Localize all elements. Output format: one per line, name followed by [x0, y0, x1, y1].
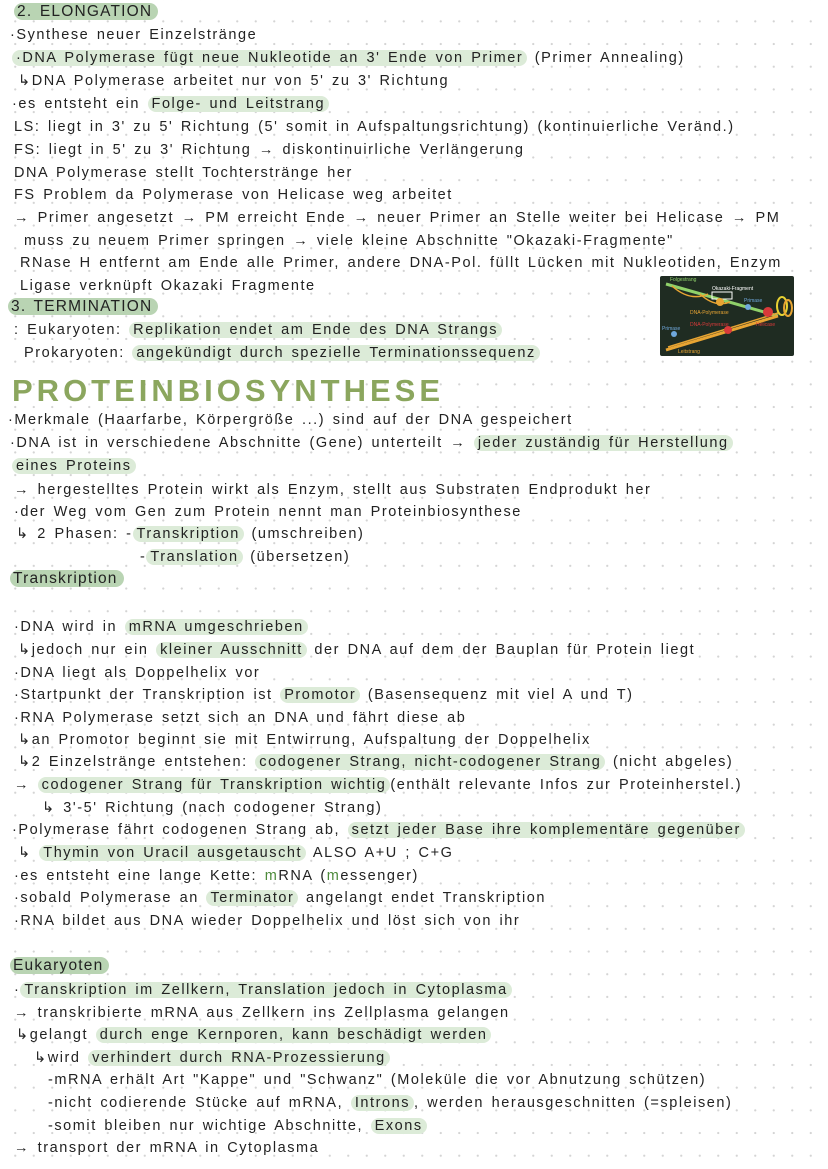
page-title: [12, 374, 444, 408]
note-line: [20, 253, 782, 273]
highlighted-text: codogener Strang für Transkription wichtig: [38, 777, 391, 793]
note-line: [48, 1070, 706, 1090]
note-text: ·Synthese neuer Einzelstränge: [10, 27, 258, 43]
note-text: ·DNA ist in verschiedene Abschnitte (Gene) unterteilt →: [10, 435, 474, 451]
note-text: 2. ELONGATION: [14, 3, 158, 20]
note-text: ·es entsteht ein: [12, 96, 148, 112]
note-text: ·DNA liegt als Doppelhelix vor: [14, 665, 261, 681]
note-text: Eukaryoten: [10, 957, 109, 974]
highlighted-text: codogener Strang, nicht-codogener Strang: [255, 754, 605, 770]
note-text: : Eukaryoten:: [14, 322, 130, 338]
note-line: [42, 798, 382, 818]
note-text: (enthält relevante Infos zur Proteinherstel.): [390, 777, 743, 793]
note-text: -nicht codierende Stücke auf mRNA,: [48, 1095, 351, 1111]
note-text: ↳wird: [34, 1050, 89, 1066]
note-line: [14, 617, 308, 637]
note-line: [14, 140, 524, 160]
note-line: [16, 1025, 491, 1045]
note-line: [14, 208, 780, 228]
note-line: [16, 524, 364, 544]
note-text: ↳ 3'-5' Richtung (nach codogener Strang): [42, 800, 383, 816]
highlighted-text: verhindert durch RNA-Prozessierung: [88, 1050, 390, 1066]
note-text: ·sobald Polymerase an: [14, 890, 207, 906]
note-line: [48, 1116, 427, 1136]
diagram-label: Folgestrang: [670, 277, 697, 283]
note-text: essenger): [340, 868, 419, 884]
highlighted-text: jeder zuständig für Herstellung: [474, 435, 733, 451]
note-text: ·RNA Polymerase setzt sich an DNA und fährt diese ab: [14, 710, 467, 726]
note-text: ·der Weg vom Gen zum Protein nennt man Proteinbiosynthese: [14, 504, 522, 520]
note-line: [14, 185, 453, 205]
note-text: Prokaryoten:: [24, 345, 133, 361]
note-text: → Primer angesetzt → PM erreicht Ende → neuer Primer an Stelle weiter bei Helicase → PM: [14, 210, 781, 226]
note-line: [12, 820, 745, 840]
note-line: [18, 752, 733, 772]
note-text: ·es entsteht eine lange Kette:: [14, 868, 265, 884]
note-line: [140, 547, 350, 567]
note-line: [14, 866, 419, 886]
note-line: [14, 502, 522, 522]
note-text: PROTEINBIOSYNTHESE: [12, 373, 444, 408]
note-text: Ligase verknüpft Okazaki Fragmente: [20, 278, 316, 294]
note-text: -: [140, 549, 147, 565]
note-line: [48, 1093, 732, 1113]
highlighted-text: Replikation endet am Ende des DNA Strangs: [129, 322, 502, 338]
highlighted-text: ·DNA Polymerase fügt neue Nukleotide an 3' Ende von Primer: [12, 50, 527, 66]
section-heading: [14, 2, 158, 22]
highlighted-text: mRNA umgeschrieben: [125, 619, 308, 635]
note-text: angelangt endet Transkription: [298, 890, 547, 906]
section-heading: [10, 956, 109, 976]
note-text: FS Problem da Polymerase von Helicase weg arbeitet: [14, 187, 453, 203]
note-line: [8, 410, 573, 430]
highlighted-text: setzt jeder Base ihre komplementäre gegenüber: [348, 822, 745, 838]
note-text: ↳ 2 Phasen: -: [16, 526, 133, 542]
note-text: m: [264, 868, 279, 884]
note-text: (umschreiben): [243, 526, 365, 542]
dna-replication-diagram: [660, 276, 794, 356]
note-line: [14, 320, 502, 340]
note-line: [14, 1138, 319, 1158]
note-text: muss zu neuem Primer springen → viele kleine Abschnitte "Okazaki-Fragmente": [24, 233, 674, 249]
highlighted-text: Exons: [371, 1118, 427, 1134]
note-text: ·Startpunkt der Transkription ist: [14, 687, 281, 703]
note-text: ↳DNA Polymerase arbeitet nur von 5' zu 3' Richtung: [18, 73, 450, 89]
note-line: [14, 663, 260, 683]
note-line: [12, 48, 685, 68]
note-text: m: [326, 868, 341, 884]
note-text: ↳an Promotor beginnt sie mit Entwirrung, Aufspaltung der Doppelhelix: [18, 732, 591, 748]
highlighted-text: Transkription im Zellkern, Translation jedoch in Cytoplasma: [20, 982, 511, 998]
highlighted-text: durch enge Kernporen, kann beschädigt werden: [96, 1027, 492, 1043]
highlighted-text: eines Proteins: [12, 458, 136, 474]
note-text: ·Merkmale (Haarfarbe, Körpergröße ...) sind auf der DNA gespeichert: [8, 412, 573, 428]
note-line: [18, 730, 591, 750]
note-text: -somit bleiben nur wichtige Abschnitte,: [48, 1118, 371, 1134]
highlighted-text: angekündigt durch spezielle Terminationssequenz: [132, 345, 539, 361]
diagram-label: Leitstrang: [678, 349, 700, 355]
note-text: ALSO A+U ; C+G: [306, 845, 454, 861]
note-line: [14, 685, 634, 705]
diagram-label: Primase: [662, 326, 681, 332]
note-line: [24, 343, 540, 363]
note-line: [18, 640, 695, 660]
note-text: → transport der mRNA in Cytoplasma: [14, 1140, 320, 1156]
note-text: ↳2 Einzelstränge entstehen:: [18, 754, 256, 770]
note-line: [18, 71, 449, 91]
diagram-label: DNA-Polymerase: [690, 310, 729, 316]
note-text: RNA (: [278, 868, 327, 884]
note-text: 3. TERMINATION: [8, 298, 158, 315]
highlighted-text: Transkription: [133, 526, 244, 542]
note-text: FS: liegt in 5' zu 3' Richtung → diskontinuirliche Verlängerung: [14, 142, 525, 158]
note-line: [14, 163, 353, 183]
note-line: [18, 843, 453, 863]
note-line: [14, 980, 512, 1000]
diagram-label: Okazaki-Fragment: [712, 286, 754, 292]
note-text: ↳jedoch nur ein: [18, 642, 157, 658]
note-line: [20, 276, 316, 296]
note-text: Transkription: [10, 570, 124, 587]
note-text: (übersetzen): [242, 549, 351, 565]
note-text: (Basensequenz mit viel A und T): [360, 687, 634, 703]
note-line: [14, 911, 520, 931]
diagram-label: DNA-Polymerase: [690, 322, 729, 328]
note-text: RNase H entfernt am Ende alle Primer, andere DNA-Pol. füllt Lücken mit Nukleotiden, Enzym: [20, 255, 782, 271]
note-text: → hergestelltes Protein wirkt als Enzym, stellt aus Substraten Endprodukt her: [14, 482, 652, 498]
note-text: der DNA auf dem der Bauplan für Protein liegt: [306, 642, 696, 658]
note-text: LS: liegt in 3' zu 5' Richtung (5' somit in Aufspaltungsrichtung) (kontinuierliche Veränd.): [14, 119, 735, 135]
highlighted-text: Introns: [351, 1095, 414, 1111]
note-text: ·Polymerase fährt codogenen Strang ab,: [12, 822, 348, 838]
note-text: ↳gelangt: [16, 1027, 96, 1043]
note-line: [12, 456, 136, 476]
note-text: → transkribierte mRNA aus Zellkern ins Zellplasma gelangen: [14, 1005, 510, 1021]
highlighted-text: Promotor: [280, 687, 360, 703]
note-text: DNA Polymerase stellt Tochterstränge her: [14, 165, 353, 181]
note-line: [14, 888, 546, 908]
highlighted-text: Thymin von Uracil ausgetauscht: [39, 845, 306, 861]
note-line: [14, 1003, 510, 1023]
diagram-label: Primase: [744, 298, 763, 304]
note-line: [14, 775, 742, 795]
highlighted-text: kleiner Ausschnitt: [156, 642, 307, 658]
note-line: [10, 25, 257, 45]
section-heading: [10, 569, 124, 589]
note-line: [14, 117, 735, 137]
highlighted-text: Terminator: [206, 890, 298, 906]
note-text: -mRNA erhält Art "Kappe" und "Schwanz" (Moleküle die vor Abnutzung schützen): [48, 1072, 707, 1088]
note-text: ·DNA wird in: [14, 619, 125, 635]
note-text: ·RNA bildet aus DNA wieder Doppelhelix und löst sich von ihr: [14, 913, 521, 929]
note-text: (Primer Annealing): [527, 50, 685, 66]
note-text: (nicht abgeles): [605, 754, 734, 770]
note-text: ·: [14, 982, 21, 998]
highlighted-text: Folge- und Leitstrang: [148, 96, 330, 112]
note-text: ↳: [18, 845, 40, 861]
note-text: , werden herausgeschnitten (=spleisen): [414, 1095, 733, 1111]
section-heading: [8, 297, 158, 317]
diagram-label: Helicase: [756, 322, 776, 328]
note-line: [10, 433, 733, 453]
note-text: →: [14, 777, 38, 793]
note-line: [14, 480, 651, 500]
note-line: [12, 94, 329, 114]
note-line: [14, 708, 466, 728]
note-line: [24, 231, 674, 251]
highlighted-text: Translation: [146, 549, 242, 565]
note-line: [34, 1048, 390, 1068]
